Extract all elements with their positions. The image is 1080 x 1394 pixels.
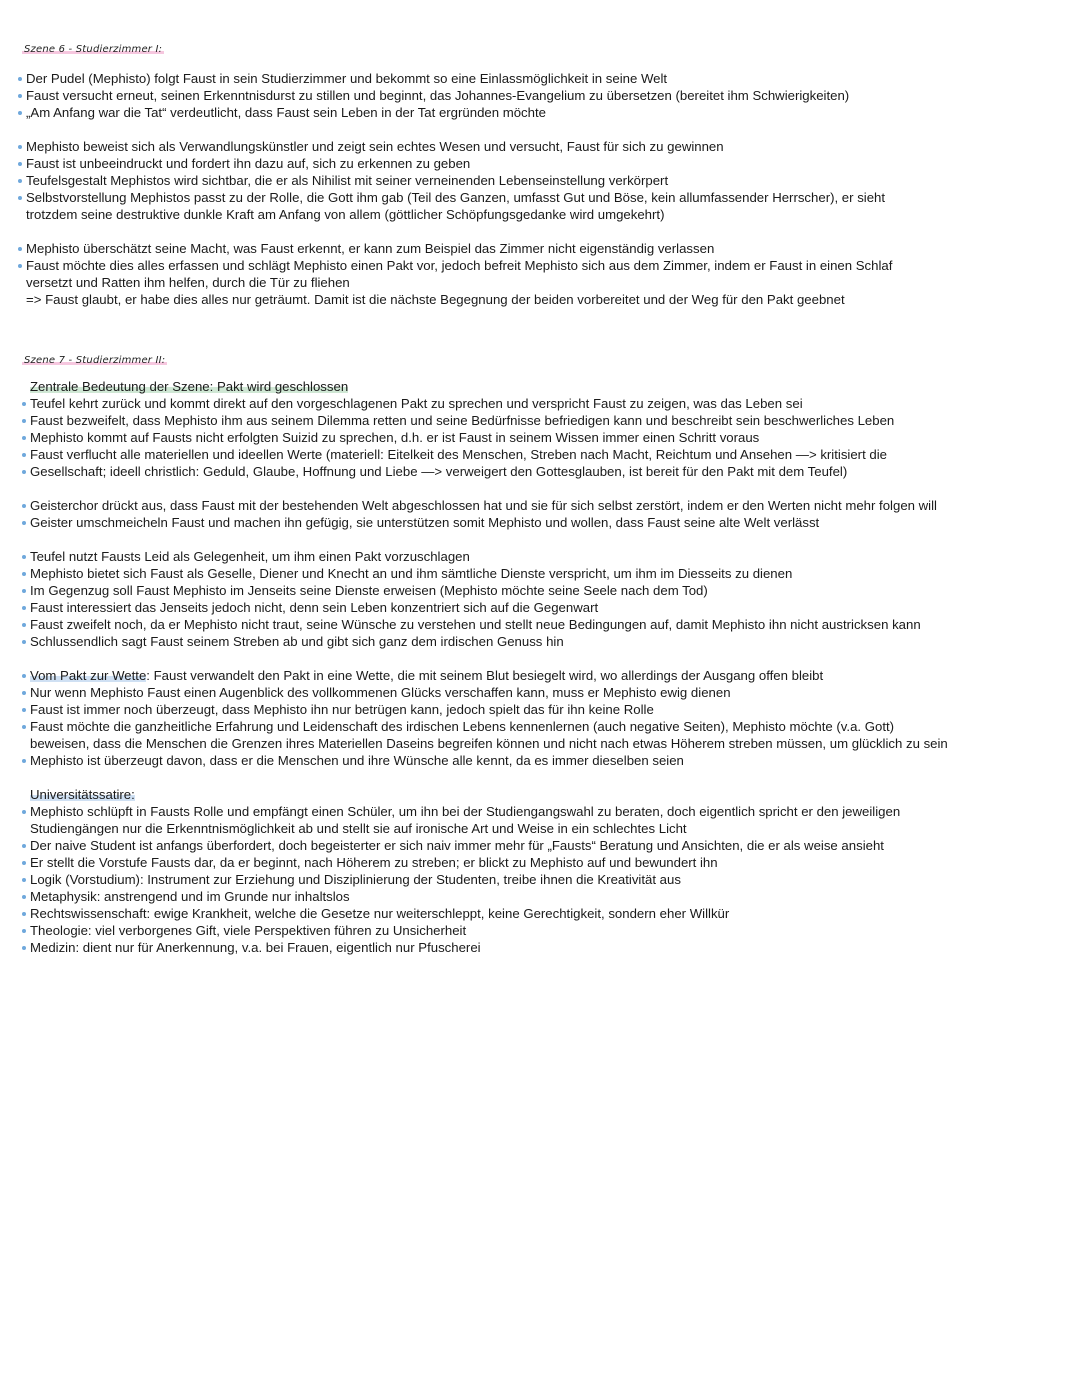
list-item-text: Selbstvorstellung Mephistos passt zu der Rolle, die Gott ihm gab (Teil des Ganzen, umfasst Gut und Böse, kein allumfassender Herrscher), er sieht bbox=[26, 190, 886, 205]
bullet-dot bbox=[22, 810, 26, 814]
list-item bbox=[30, 599, 598, 616]
list-item-text: Medizin: dient nur für Anerkennung, v.a. bei Frauen, eigentlich nur Pfuscherei bbox=[30, 940, 481, 955]
bullet-dot bbox=[22, 844, 26, 848]
bullet-dot bbox=[18, 162, 22, 166]
list-item bbox=[30, 565, 792, 582]
bullet-dot bbox=[22, 674, 26, 678]
bullet-dot bbox=[22, 946, 26, 950]
list-item-continuation: beweisen, dass die Menschen die Grenzen ihres Materiellen Daseins begreifen können und nicht nach etwas Höherem streben müssen, um glücklich zu sein bbox=[30, 736, 948, 751]
central-meaning-text: Zentrale Bedeutung der Szene: Pakt wird geschlossen bbox=[30, 379, 349, 394]
bullet-dot bbox=[22, 504, 26, 508]
bullet-dot bbox=[22, 521, 26, 525]
bullet-dot bbox=[22, 572, 26, 576]
list-item bbox=[30, 667, 823, 684]
bullet-dot bbox=[18, 247, 22, 251]
bullet-dot bbox=[22, 555, 26, 559]
list-item bbox=[30, 412, 894, 429]
university-satire-subheading bbox=[30, 786, 135, 803]
list-item bbox=[30, 752, 684, 769]
list-item-text: Mephisto überschätzt seine Macht, was Faust erkennt, er kann zum Beispiel das Zimmer nicht eigenständig verlassen bbox=[26, 241, 715, 256]
list-item-text: Theologie: viel verborgenes Gift, viele Perspektiven führen zu Unsicherheit bbox=[30, 923, 467, 938]
list-item bbox=[30, 497, 937, 514]
list-item-text: Faust bezweifelt, dass Mephisto ihm aus seinem Dilemma retten und seine Bedürfnisse befriedigen kann und beschreibt sein beschwerliches Leben bbox=[30, 413, 895, 428]
scene6-heading: Szene 6 - Studierzimmer I: bbox=[24, 44, 163, 55]
list-item bbox=[30, 939, 481, 956]
list-item bbox=[30, 871, 681, 888]
bullet-dot bbox=[22, 929, 26, 933]
list-item bbox=[30, 837, 884, 854]
bullet-dot bbox=[22, 470, 26, 474]
list-item-text: Im Gegenzug soll Faust Mephisto im Jenseits seine Dienste erweisen (Mephisto möchte seine Seele nach dem Tod) bbox=[30, 583, 708, 598]
pact-to-bet-label: Vom Pakt zur Wette bbox=[30, 668, 147, 683]
scene7-heading: Szene 7 - Studierzimmer II: bbox=[24, 355, 166, 366]
bullet-dot bbox=[18, 111, 22, 115]
list-item-text: Faust möchte die ganzheitliche Erfahrung und Leidenschaft des irdischen Lebens kennenlernen (auch negative Seiten), Mephisto möchte (v.a. Gott) bbox=[30, 719, 895, 734]
bullet-dot bbox=[22, 606, 26, 610]
list-item bbox=[30, 446, 887, 463]
list-item bbox=[30, 633, 564, 650]
list-item-text: Geisterchor drückt aus, dass Faust mit der bestehenden Welt abgeschlossen hat und sie für sich selbst zerstört, indem er den Werten nicht mehr folgen will bbox=[30, 498, 937, 513]
bullet-dot bbox=[18, 264, 22, 268]
list-item bbox=[30, 905, 729, 922]
list-item-text: Mephisto ist überzeugt davon, dass er die Menschen und ihre Wünsche alle kennt, da es immer dieselben seien bbox=[30, 753, 684, 768]
bullet-dot bbox=[22, 895, 26, 899]
list-item-continuation: versetzt und Ratten ihm helfen, durch die Tür zu fliehen bbox=[26, 275, 350, 290]
bullet-dot bbox=[22, 623, 26, 627]
list-item bbox=[30, 548, 470, 565]
bullet-dot bbox=[22, 691, 26, 695]
list-item bbox=[26, 240, 714, 257]
list-item-continuation: Studiengängen nur die Erkenntnismöglichkeit ab und stellt sie auf ironische Art und Weise in ein schlechtes Licht bbox=[30, 821, 687, 836]
list-item bbox=[26, 257, 892, 274]
list-item bbox=[30, 888, 350, 905]
list-item-text: Geister umschmeicheln Faust und machen ihn gefügig, sie unterstützen somit Mephisto und wollen, dass Faust seine alte Welt verlässt bbox=[30, 515, 820, 530]
bullet-dot bbox=[22, 453, 26, 457]
list-item bbox=[30, 616, 921, 633]
university-satire-text: Universitätssatire: bbox=[30, 787, 135, 802]
list-item-text: Faust ist immer noch überzeugt, dass Mephisto ihn nur betrügen kann, jedoch spielt das für ihn keine Rolle bbox=[30, 702, 654, 717]
bullet-dot bbox=[22, 402, 26, 406]
list-item bbox=[30, 429, 759, 446]
list-item bbox=[30, 803, 900, 820]
bullet-dot bbox=[22, 878, 26, 882]
list-item-text: Rechtswissenschaft: ewige Krankheit, welche die Gesetze nur weiterschleppt, keine Gerechtigkeit, sondern eher Willkür bbox=[30, 906, 730, 921]
list-item-text: Metaphysik: anstrengend und im Grunde nur inhaltslos bbox=[30, 889, 350, 904]
bullet-dot bbox=[18, 94, 22, 98]
list-item-text: Gesellschaft; ideell christlich: Geduld, Glaube, Hoffnung und Liebe —> verweigert den Gottesglauben, ist bereit für den Pakt mit dem Teufel) bbox=[30, 464, 848, 479]
list-item bbox=[26, 189, 885, 206]
list-item bbox=[30, 395, 803, 412]
list-item bbox=[26, 87, 849, 104]
bullet-dot bbox=[22, 861, 26, 865]
bullet-dot bbox=[22, 708, 26, 712]
list-item-text: Er stellt die Vorstufe Fausts dar, da er beginnt, nach Höherem zu streben; er blickt zu Mephisto auf und bewundert ihn bbox=[30, 855, 718, 870]
list-item-text: Der Pudel (Mephisto) folgt Faust in sein Studierzimmer und bekommt so eine Einlassmöglichkeit in seine Welt bbox=[26, 71, 668, 86]
list-item-text: Faust zweifelt noch, da er Mephisto nicht traut, seine Wünsche zu verstehen und stellt neue Bedingungen auf, damit Mephisto ihn nicht austricksen kann bbox=[30, 617, 921, 632]
list-item bbox=[30, 922, 466, 939]
central-meaning-subheading bbox=[30, 378, 348, 395]
list-item-text: Mephisto kommt auf Fausts nicht erfolgten Suizid zu sprechen, d.h. er ist Faust in seinem Wissen immer einen Schritt voraus bbox=[30, 430, 760, 445]
bullet-dot bbox=[22, 436, 26, 440]
list-item bbox=[26, 138, 724, 155]
list-item bbox=[30, 854, 718, 871]
list-item-text: Schlussendlich sagt Faust seinem Streben ab und gibt sich ganz dem irdischen Genuss hin bbox=[30, 634, 564, 649]
list-item-text: Mephisto schlüpft in Fausts Rolle und empfängt einen Schüler, um ihn bei der Studiengangswahl zu beraten, doch eigentlich spricht er den jeweiligen bbox=[30, 804, 901, 819]
list-item-text: „Am Anfang war die Tat“ verdeutlicht, dass Faust sein Leben in der Tat ergründen möchte bbox=[26, 105, 546, 120]
list-item bbox=[26, 172, 668, 189]
bullet-dot bbox=[18, 179, 22, 183]
list-item bbox=[26, 104, 546, 121]
bullet-dot bbox=[18, 77, 22, 81]
list-item-text: Mephisto bietet sich Faust als Geselle, Diener und Knecht an und ihm sämtliche Dienste verspricht, um ihm im Diesseits zu dienen bbox=[30, 566, 793, 581]
list-item-text: Teufel kehrt zurück und kommt direkt auf den vorgeschlagenen Pakt zu sprechen und verspricht Faust zu zeigen, was das Leben sei bbox=[30, 396, 803, 411]
list-item bbox=[30, 718, 894, 735]
list-item-continuation: trotzdem seine destruktive dunkle Kraft am Anfang von allem (göttlicher Schöpfungsgedanke wird umgekehrt) bbox=[26, 207, 665, 222]
bullet-dot bbox=[18, 145, 22, 149]
list-item-text: Der naive Student ist anfangs überfordert, doch begeisterter er sich naiv immer mehr für „Fausts“ Beratung und Ansichten, die er als weise ansieht bbox=[30, 838, 884, 853]
list-item-text: Teufelsgestalt Mephistos wird sichtbar, die er als Nihilist mit seiner verneinenden Lebenseinstellung verkörpert bbox=[26, 173, 669, 188]
bullet-dot bbox=[22, 589, 26, 593]
list-item bbox=[30, 514, 819, 531]
list-item bbox=[30, 684, 731, 701]
bullet-dot bbox=[22, 419, 26, 423]
bullet-dot bbox=[18, 196, 22, 200]
list-item-text: Faust interessiert das Jenseits jedoch nicht, denn sein Leben konzentriert sich auf die Gegenwart bbox=[30, 600, 599, 615]
list-item-text: Mephisto beweist sich als Verwandlungskünstler und zeigt sein echtes Wesen und versucht, Faust für sich zu gewinnen bbox=[26, 139, 724, 154]
bullet-dot bbox=[22, 759, 26, 763]
list-item-text: Nur wenn Mephisto Faust einen Augenblick des vollkommenen Glücks verschaffen kann, muss er Mephisto ewig dienen bbox=[30, 685, 731, 700]
list-item bbox=[30, 582, 708, 599]
bullet-dot bbox=[22, 912, 26, 916]
list-item-text: Faust versucht erneut, seinen Erkenntnisdurst zu stillen und beginnt, das Johannes-Evangelium zu übersetzen (bereitet ihm Schwierigkeiten) bbox=[26, 88, 850, 103]
list-item-text: Faust ist unbeeindruckt und fordert ihn dazu auf, sich zu erkennen zu geben bbox=[26, 156, 471, 171]
list-item bbox=[26, 70, 667, 87]
list-item-text: : Faust verwandelt den Pakt in eine Wette, die mit seinem Blut besiegelt wird, wo allerdings der Ausgang offen bleibt bbox=[146, 668, 824, 683]
list-item-text: Faust möchte dies alles erfassen und schlägt Mephisto einen Pakt vor, jedoch befreit Mephisto sich aus dem Zimmer, indem er Faust in einen Schlaf bbox=[26, 258, 893, 273]
list-item bbox=[26, 155, 470, 172]
list-item-text: Logik (Vorstudium): Instrument zur Erziehung und Disziplinierung der Studenten, treibe ihnen die Kreativität aus bbox=[30, 872, 681, 887]
bullet-dot bbox=[22, 725, 26, 729]
list-item-text: Teufel nutzt Fausts Leid als Gelegenheit, um ihm einen Pakt vorzuschlagen bbox=[30, 549, 470, 564]
list-item-text: Faust verflucht alle materiellen und ideellen Werte (materiell: Eitelkeit des Menschen, Streben nach Macht, Reichtum und Ansehen —> kritisiert die bbox=[30, 447, 887, 462]
conclusion-line: => Faust glaubt, er habe dies alles nur geträumt. Damit ist die nächste Begegnung der beiden vorbereitet und der Weg für den Pakt geebnet bbox=[26, 292, 845, 307]
list-item bbox=[30, 701, 654, 718]
list-item bbox=[30, 463, 847, 480]
bullet-dot bbox=[22, 640, 26, 644]
